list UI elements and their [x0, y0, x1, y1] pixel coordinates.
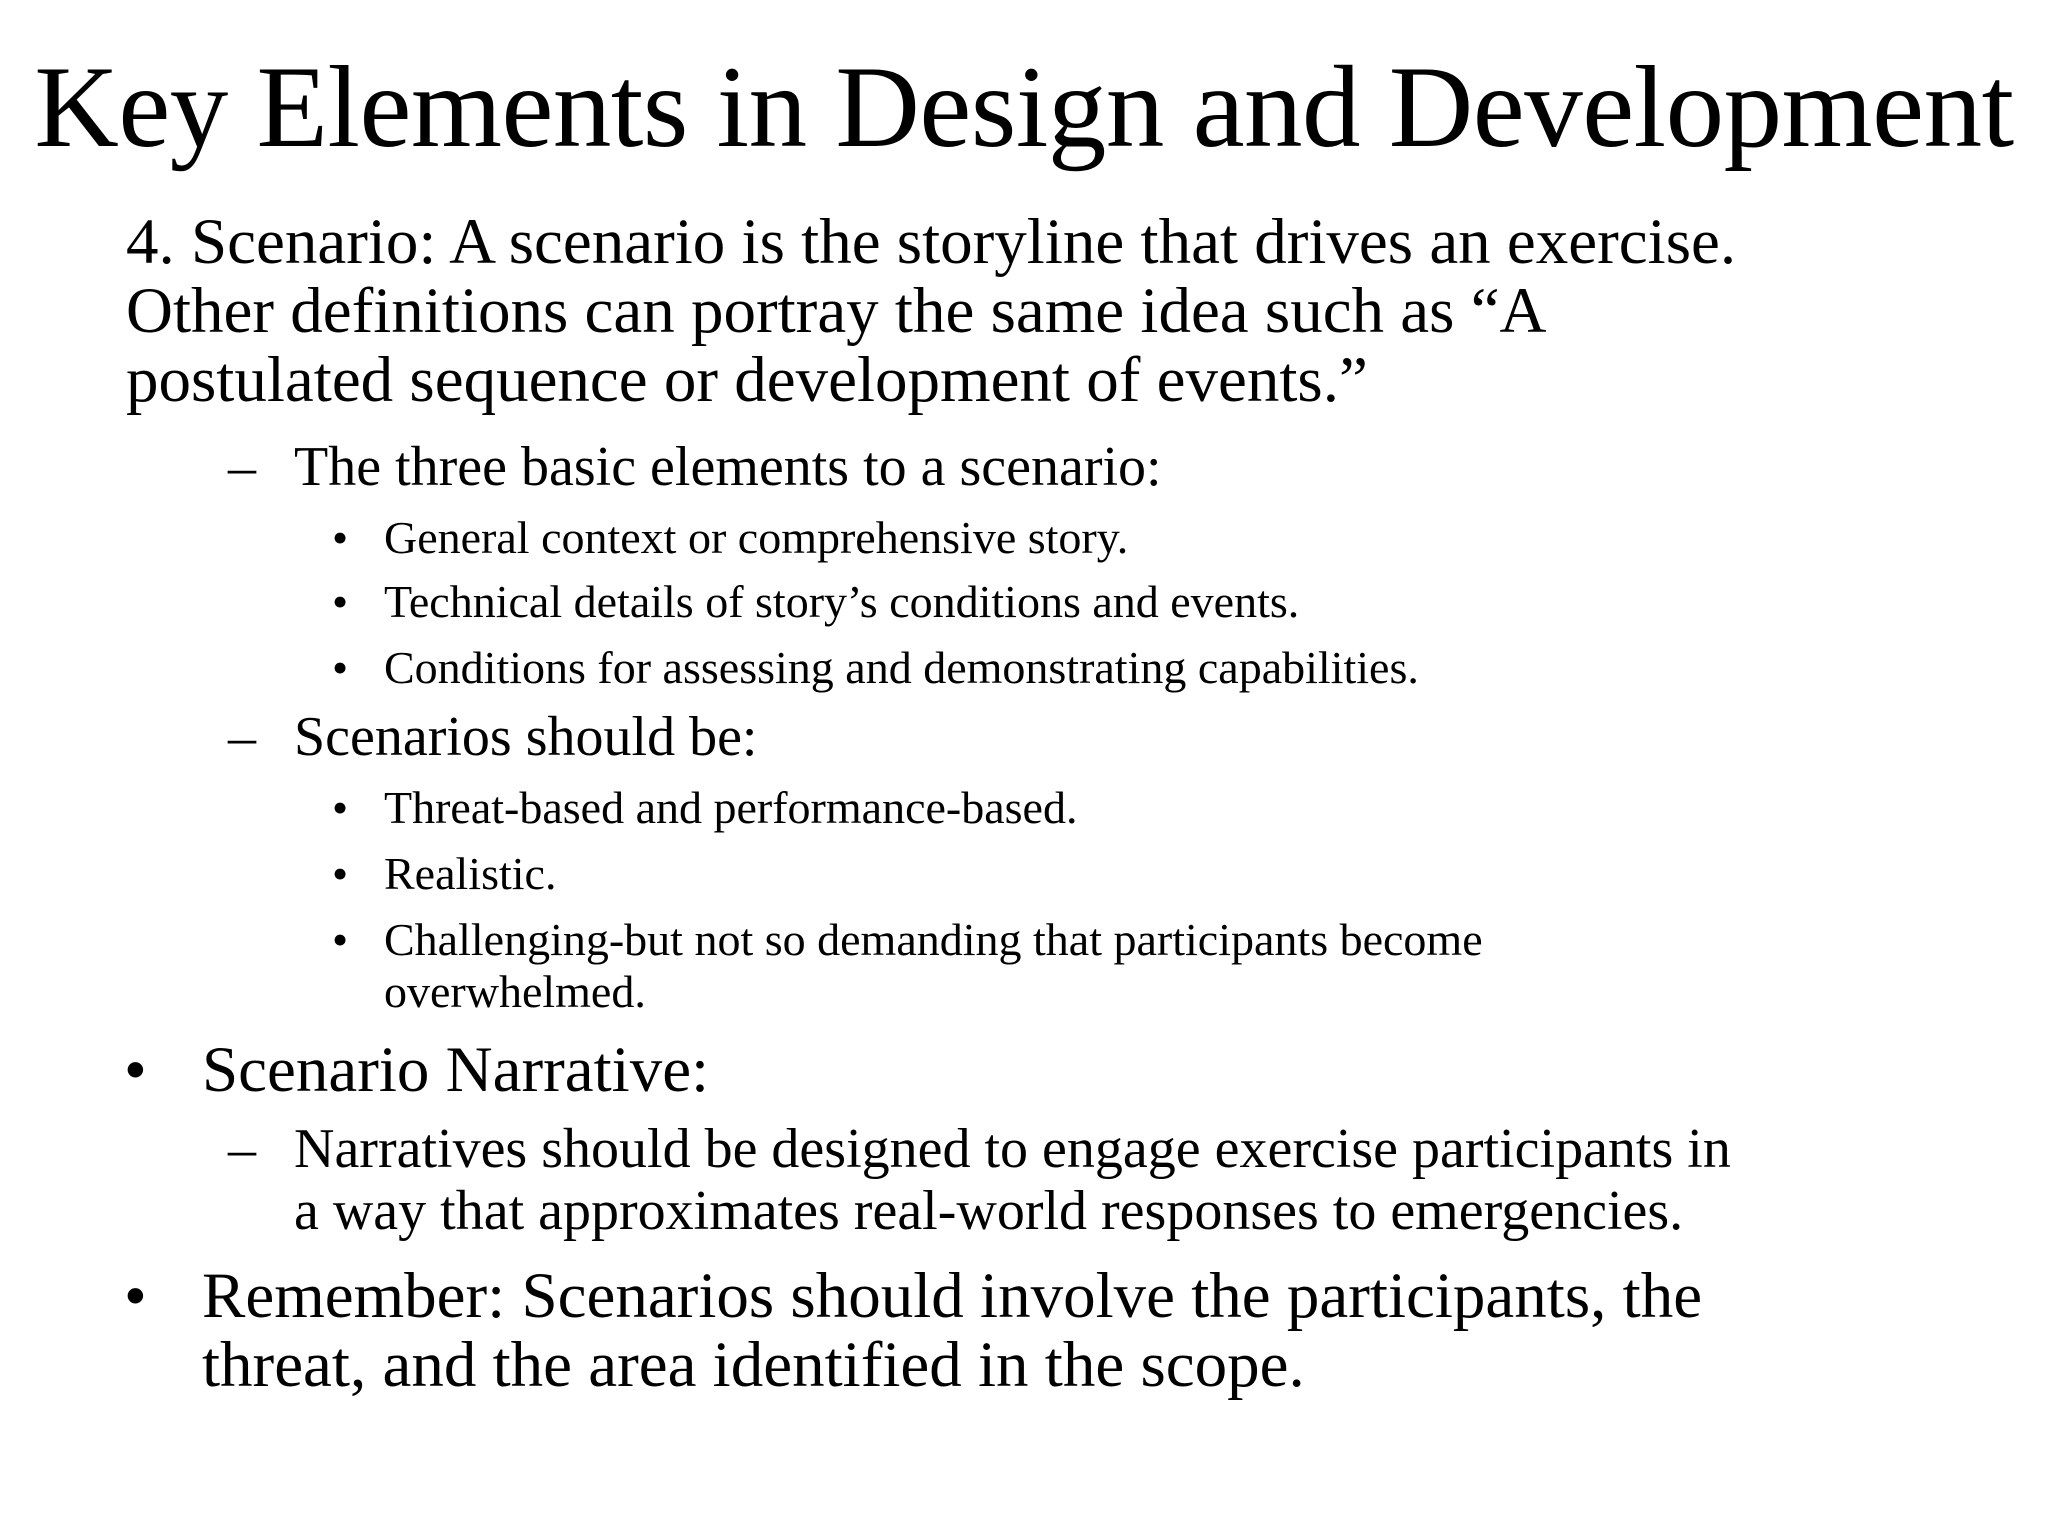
intro-line: postulated sequence or development of events.” — [126, 344, 1368, 416]
bullet-line: threat, and the area identified in the scope. — [202, 1329, 1305, 1401]
dash-marker: – — [228, 1118, 256, 1180]
bullet-text: Scenario Narrative: — [202, 1034, 710, 1106]
bullet-line: Remember: Scenarios should involve the participants, the — [202, 1260, 1703, 1332]
intro-line: 4. Scenario: A scenario is the storyline that drives an exercise. — [126, 206, 1737, 278]
list-item-line: Challenging-but not so demanding that participants become — [384, 914, 1483, 965]
list-item-text: Threat-based and performance-based. — [384, 782, 1078, 833]
list-item-text — [384, 914, 1483, 1018]
scenario-intro — [126, 208, 1736, 415]
sub-bullet-text: Scenarios should be: — [294, 706, 758, 768]
list-item-text: Realistic. — [384, 848, 557, 899]
dot-marker: • — [332, 914, 349, 965]
list-item-text: Conditions for assessing and demonstrating capabilities. — [384, 642, 1419, 693]
sub-bullet-text: The three basic elements to a scenario: — [294, 436, 1162, 498]
list-item-text: General context or comprehensive story. — [384, 512, 1129, 563]
bullet-text — [202, 1262, 1702, 1400]
intro-line: Other definitions can portray the same idea such as “A — [126, 275, 1547, 347]
bullet-marker: • — [124, 1034, 147, 1106]
list-item-line: overwhelmed. — [384, 966, 646, 1017]
dash-marker: – — [228, 436, 256, 498]
dot-marker: • — [332, 782, 349, 833]
list-item-text: Technical details of story’s conditions and events. — [384, 576, 1300, 627]
sub-bullet-text — [294, 1118, 1731, 1242]
sub-bullet-line: a way that approximates real-world responses to emergencies. — [294, 1180, 1684, 1242]
dash-marker: – — [228, 706, 256, 768]
dot-marker: • — [332, 642, 349, 693]
bullet-marker: • — [124, 1260, 147, 1332]
dot-marker: • — [332, 512, 349, 563]
dot-marker: • — [332, 848, 349, 899]
sub-bullet-line: Narratives should be designed to engage exercise participants in — [294, 1118, 1731, 1180]
slide-title: Key Elements in Design and Development — [34, 43, 2014, 172]
dot-marker: • — [332, 576, 349, 627]
